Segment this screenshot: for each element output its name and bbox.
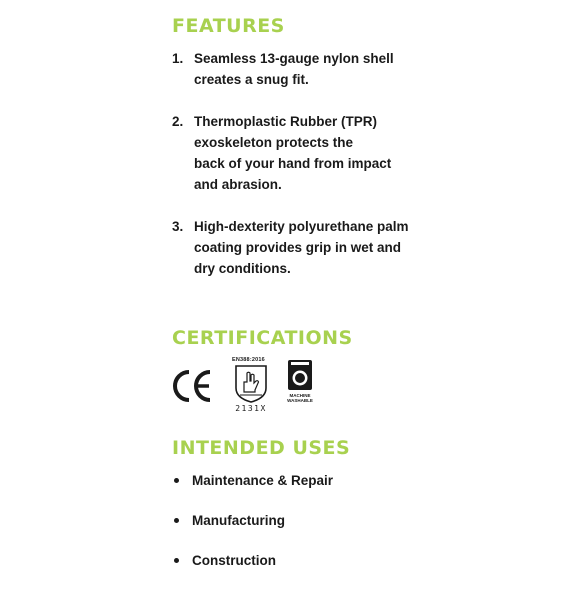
list-item [172, 470, 333, 491]
en-standard-label: EN388:2016 [232, 357, 265, 363]
feature-number: 1. [172, 51, 184, 66]
feature-text-line: creates a snug fit. [194, 72, 309, 87]
feature-text-line: exoskeleton protects the [194, 135, 354, 150]
feature-item [172, 216, 409, 279]
feature-text-line: back of your hand from impact [194, 156, 392, 171]
en-performance-code: 2131X [235, 404, 267, 413]
certifications-row [170, 358, 314, 414]
use-label: Manufacturing [192, 513, 285, 528]
bullet-icon [174, 558, 179, 563]
features-heading: FEATURES [172, 15, 285, 37]
machine-washable-icon [286, 358, 314, 414]
certifications-heading: CERTIFICATIONS [172, 327, 353, 349]
use-label: Maintenance & Repair [192, 473, 334, 488]
feature-text-line: High-dexterity polyurethane palm [194, 219, 409, 234]
feature-number: 3. [172, 219, 184, 234]
feature-item [172, 111, 409, 195]
list-item [172, 510, 333, 531]
en388-glove-icon [228, 358, 274, 412]
ce-mark-icon [170, 366, 214, 406]
washable-label: MACHINE WASHABLE [287, 393, 313, 403]
feature-text-line: Seamless 13-gauge nylon shell [194, 51, 394, 66]
feature-text-line: and abrasion. [194, 177, 282, 192]
feature-text-line: coating provides grip in wet and [194, 240, 402, 255]
bullet-icon [174, 518, 179, 523]
feature-number: 2. [172, 114, 184, 129]
feature-text-line: Thermoplastic Rubber (TPR) [194, 114, 378, 129]
feature-item [172, 48, 409, 90]
bullet-icon [174, 478, 179, 483]
use-label: Construction [192, 553, 276, 568]
features-list [172, 48, 409, 300]
intended-uses-heading: INTENDED USES [172, 437, 351, 459]
feature-text-line: dry conditions. [194, 261, 291, 276]
intended-uses-list [172, 470, 333, 590]
list-item [172, 550, 333, 571]
